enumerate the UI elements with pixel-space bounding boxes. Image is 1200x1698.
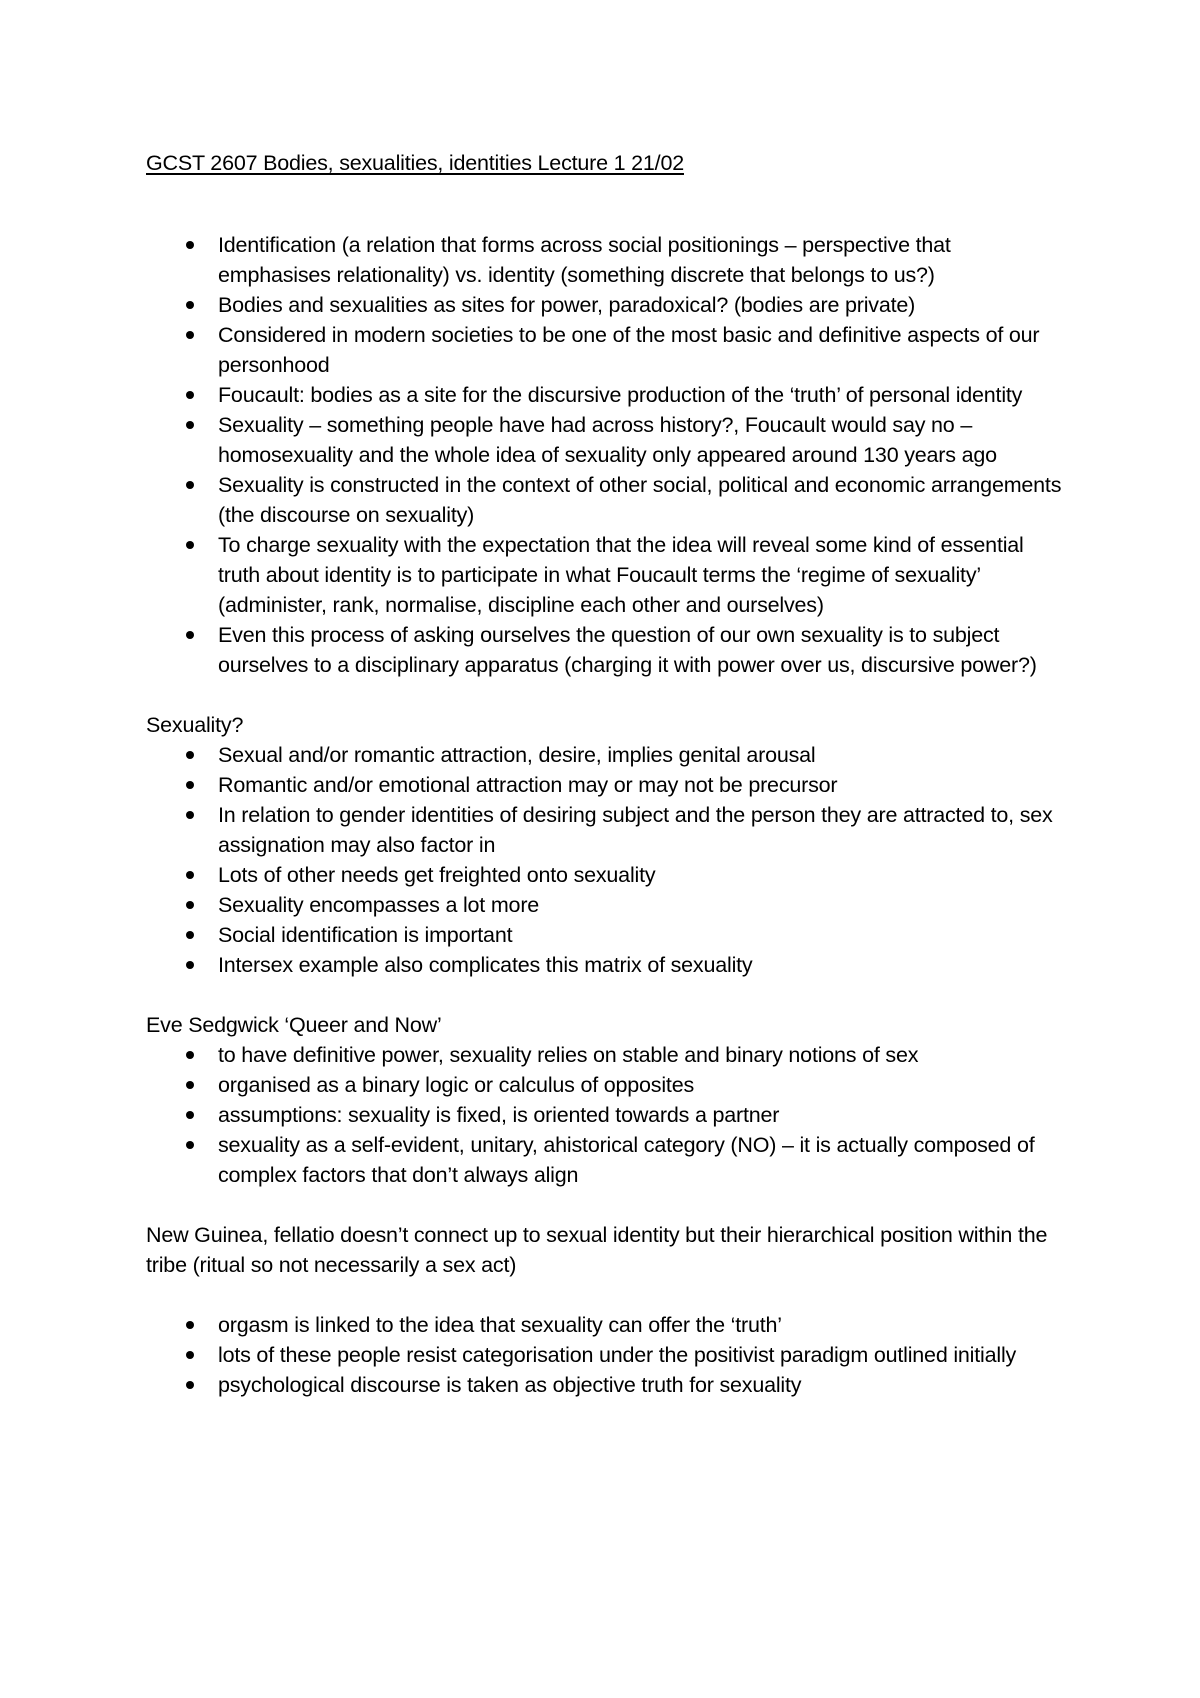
list-item-text: assumptions: sexuality is fixed, is oriented towards a partner: [218, 1103, 780, 1127]
list-item-text: Sexuality encompasses a lot more: [218, 893, 540, 917]
bullet-icon: [186, 781, 194, 789]
bullet-icon: [186, 301, 194, 309]
list-item: [146, 770, 1066, 800]
section-heading-sedgwick: Eve Sedgwick ‘Queer and Now’: [146, 1013, 442, 1037]
section-4-list: [146, 1310, 1066, 1400]
list-item: [146, 800, 1066, 860]
bullet-icon: [186, 421, 194, 429]
spacer: [146, 178, 1066, 230]
list-item-text: Social identification is important: [218, 923, 513, 947]
list-item-text: Intersex example also complicates this matrix of sexuality: [218, 953, 753, 977]
list-item: [146, 1370, 1066, 1400]
spacer: [146, 980, 1066, 1010]
list-item-text: Even this process of asking ourselves the question of our own sexuality is to subject ourselves to a disciplinary apparatus (charging it with power over us, discursive power?): [218, 623, 1037, 677]
bullet-icon: [186, 631, 194, 639]
bullet-icon: [186, 1321, 194, 1329]
list-item-text: To charge sexuality with the expectation that the idea will reveal some kind of essential truth about identity is to participate in what Foucault terms the ‘regime of sexuality’ (administer, rank, normalise, discipline each other and ourselves): [218, 533, 1024, 617]
bullet-icon: [186, 751, 194, 759]
list-item-text: psychological discourse is taken as objective truth for sexuality: [218, 1373, 802, 1397]
list-item: [146, 620, 1066, 680]
spacer: [146, 680, 1066, 710]
bullet-icon: [186, 961, 194, 969]
bullet-icon: [186, 1381, 194, 1389]
list-item: [146, 380, 1066, 410]
list-item: [146, 1070, 1066, 1100]
list-item: [146, 290, 1066, 320]
bullet-icon: [186, 1141, 194, 1149]
spacer: [146, 1280, 1066, 1310]
bullet-icon: [186, 541, 194, 549]
bullet-icon: [186, 1081, 194, 1089]
list-item-text: to have definitive power, sexuality relies on stable and binary notions of sex: [218, 1043, 919, 1067]
list-item: [146, 1040, 1066, 1070]
list-item: [146, 920, 1066, 950]
list-item: [146, 1340, 1066, 1370]
list-item: [146, 530, 1066, 620]
list-item-text: Identification (a relation that forms across social positionings – perspective that emphasises relationality) vs. identity (something discrete that belongs to us?): [218, 233, 951, 287]
list-item-text: Sexual and/or romantic attraction, desire, implies genital arousal: [218, 743, 816, 767]
list-item-text: orgasm is linked to the idea that sexuality can offer the ‘truth’: [218, 1313, 782, 1337]
document-body: [146, 148, 1066, 1400]
new-guinea-paragraph: New Guinea, fellatio doesn’t connect up to sexual identity but their hierarchical position within the tribe (ritual so not necessarily a sex act): [146, 1223, 1048, 1277]
list-item-text: Foucault: bodies as a site for the discursive production of the ‘truth’ of personal identity: [218, 383, 1023, 407]
spacer: [146, 1190, 1066, 1220]
list-item: [146, 320, 1066, 380]
section-2-list: [146, 740, 1066, 980]
list-item: [146, 410, 1066, 470]
section-3-list: [146, 1040, 1066, 1190]
lecture-title: GCST 2607 Bodies, sexualities, identities Lecture 1 21/02: [146, 151, 684, 175]
list-item-text: Romantic and/or emotional attraction may or may not be precursor: [218, 773, 838, 797]
bullet-icon: [186, 901, 194, 909]
list-item-text: sexuality as a self-evident, unitary, ahistorical category (NO) – it is actually composed of complex factors that don’t always align: [218, 1133, 1035, 1187]
bullet-icon: [186, 871, 194, 879]
list-item-text: organised as a binary logic or calculus of opposites: [218, 1073, 695, 1097]
list-item-text: Lots of other needs get freighted onto sexuality: [218, 863, 656, 887]
bullet-icon: [186, 1111, 194, 1119]
list-item-text: Bodies and sexualities as sites for power, paradoxical? (bodies are private): [218, 293, 916, 317]
list-item: [146, 890, 1066, 920]
bullet-icon: [186, 331, 194, 339]
section-1-list: [146, 230, 1066, 680]
list-item: [146, 1310, 1066, 1340]
list-item-text: lots of these people resist categorisation under the positivist paradigm outlined initially: [218, 1343, 1017, 1367]
bullet-icon: [186, 391, 194, 399]
list-item-text: Sexuality – something people have had across history?, Foucault would say no – homosexuality and the whole idea of sexuality only appeared around 130 years ago: [218, 413, 997, 467]
list-item-text: Considered in modern societies to be one of the most basic and definitive aspects of our personhood: [218, 323, 1040, 377]
bullet-icon: [186, 481, 194, 489]
bullet-icon: [186, 811, 194, 819]
list-item: [146, 230, 1066, 290]
bullet-icon: [186, 1351, 194, 1359]
bullet-icon: [186, 931, 194, 939]
bullet-icon: [186, 1051, 194, 1059]
section-heading-sexuality: Sexuality?: [146, 713, 244, 737]
list-item: [146, 470, 1066, 530]
list-item-text: In relation to gender identities of desiring subject and the person they are attracted to, sex assignation may also factor in: [218, 803, 1053, 857]
list-item: [146, 860, 1066, 890]
list-item: [146, 1130, 1066, 1190]
list-item: [146, 1100, 1066, 1130]
list-item-text: Sexuality is constructed in the context of other social, political and economic arrangements (the discourse on sexuality): [218, 473, 1062, 527]
list-item: [146, 950, 1066, 980]
bullet-icon: [186, 241, 194, 249]
list-item: [146, 740, 1066, 770]
